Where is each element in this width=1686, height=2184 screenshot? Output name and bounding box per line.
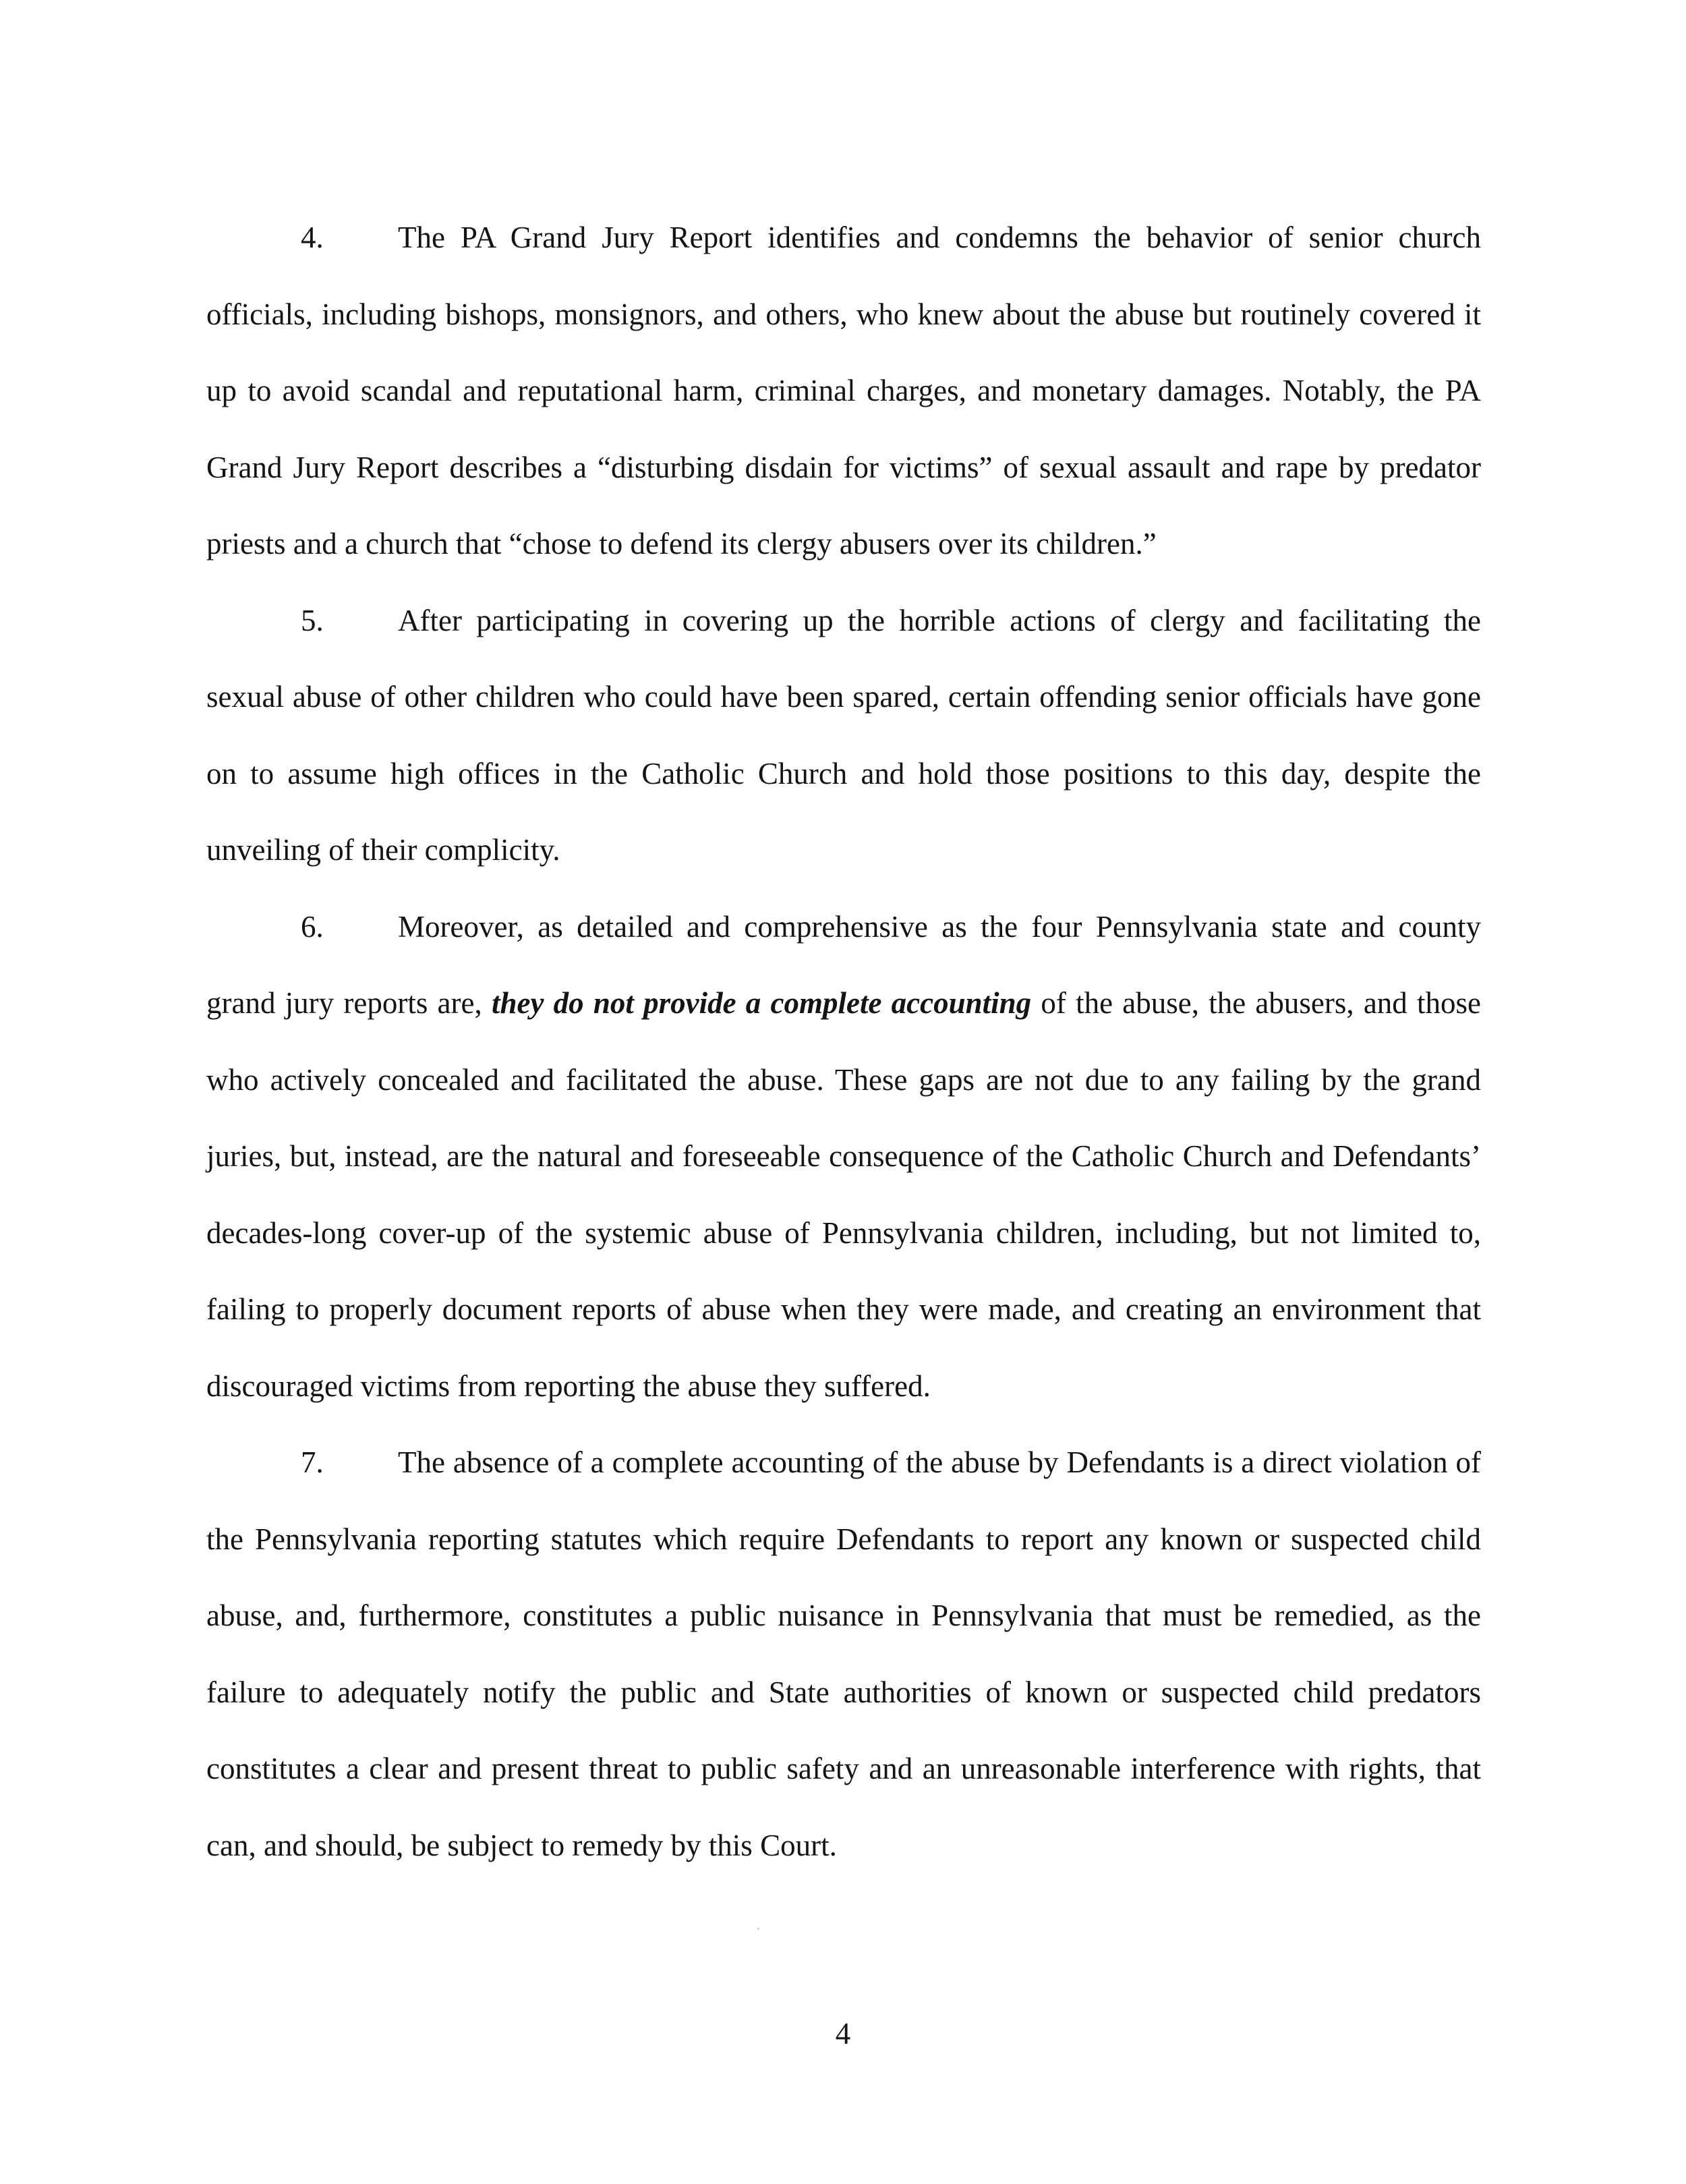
- emphasized-text: they do not provide a complete accounting: [491, 986, 1032, 1020]
- paragraph-text: After participating in covering up the horrible actions of clergy and facilitating the sexual abuse of other children who could have been spared, certain offending senior officials have gone on to assume high offices in the Catholic Church and hold those positions to this day, despite the unveiling of their complicity.: [206, 603, 1481, 867]
- paragraph-4: [206, 200, 1481, 583]
- paragraph-number: 5.: [301, 603, 324, 637]
- paragraph-number: 4.: [301, 221, 324, 254]
- paragraph-5: [206, 583, 1481, 889]
- paragraph-6: [206, 889, 1481, 1425]
- paragraph-text: of the abuse, the abusers, and those who actively concealed and facilitated the abuse. These gaps are not due to any failing by the grand juries, but, instead, are the natural and foreseeable consequence of the Catholic Church and Defendants’ decades-long cover-up of the systemic abuse of Pennsylvania children, including, but not limited to, failing to properly document reports of abuse when they were made, and creating an environment that discouraged victims from reporting the abuse they suffered.: [206, 986, 1481, 1403]
- scan-speck: [757, 1928, 759, 1930]
- paragraph-text: The absence of a complete accounting of the abuse by Defendants is a direct violation of the Pennsylvania reporting statutes which require Defendants to report any known or suspected child abuse, and, furthermore, constitutes a public nuisance in Pennsylvania that must be remedied, as the failure to adequately notify the public and State authorities of known or suspected child predators constitutes a clear and present threat to public safety and an unreasonable interference with rights, that can, and should, be subject to remedy by this Court.: [206, 1445, 1481, 1862]
- paragraph-7: [206, 1425, 1481, 1884]
- paragraph-text: Moreover, as detailed and comprehensive as the four Pennsylvania state and county grand jury reports are,: [206, 909, 1481, 1020]
- page-number: 4: [835, 2017, 851, 2050]
- paragraph-number: 6.: [301, 909, 324, 944]
- document-body: [206, 200, 1481, 1884]
- paragraph-text: The PA Grand Jury Report identifies and condemns the behavior of senior church officials, including bishops, monsignors, and others, who knew about the abuse but routinely covered it up to avoid scandal and reputational harm, criminal charges, and monetary damages. Notably, the PA Grand Jury Report describes a “disturbing disdain for victims” of sexual assault and rape by predator priests and a church that “chose to defend its clergy abusers over its children.”: [206, 221, 1481, 561]
- paragraph-number: 7.: [301, 1445, 324, 1479]
